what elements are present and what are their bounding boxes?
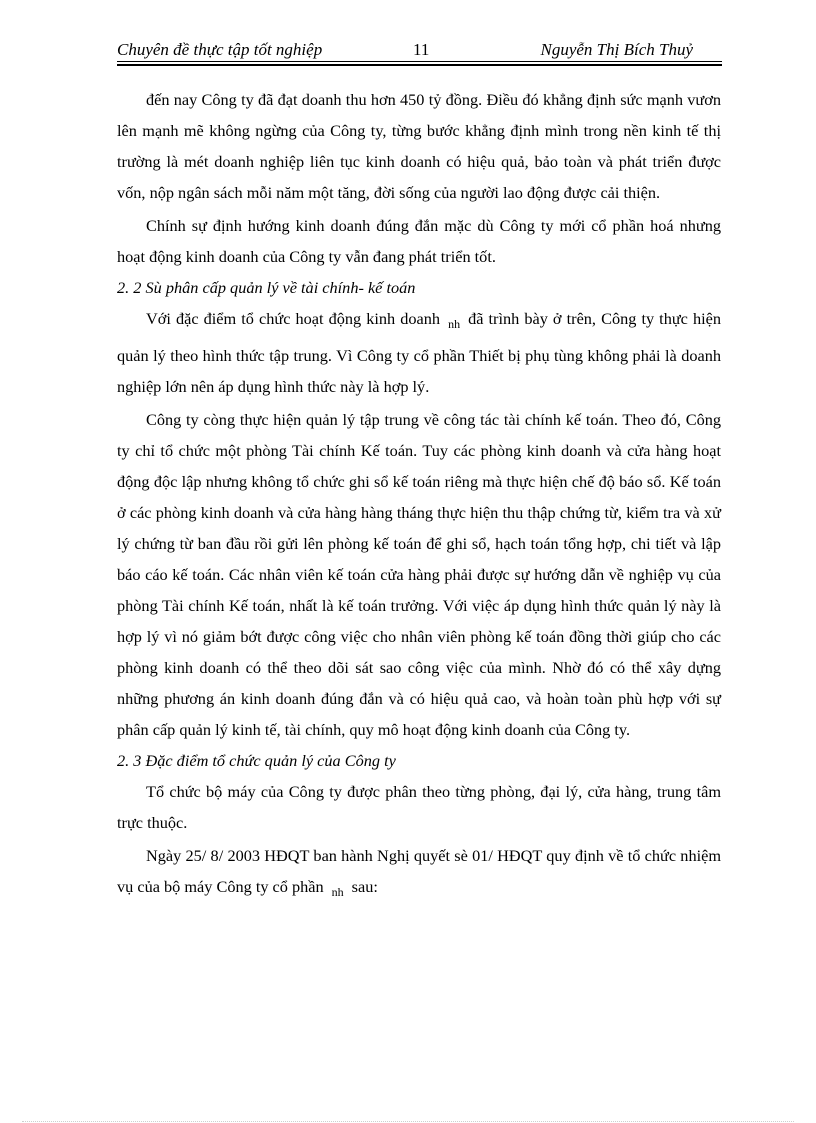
paragraph-revenue: đến nay Công ty đã đạt doanh thu hơn 450 tỷ đồng. Điều đó khẳng định sức mạnh vươn lên mạnh mẽ không ngừng của Công ty, từng bước khẳng định mình trong nền kinh tế thị trường là mét doanh nghiệp liên tục kinh doanh có hiệu quả, bảo toàn và phát triển được vốn, nộp ngân sách mỗi năm một tăng, đời sống của người lao động được cải thiện. [117,90,721,202]
header-rule-thick [117,64,722,66]
paragraph-management-form [117,303,721,402]
page-bottom-border [22,1121,794,1122]
header-rule-thin [117,61,722,62]
page-number: 11 [413,40,430,59]
subscript-text: nh [448,317,461,331]
page-header [117,40,721,62]
paragraph-text: đã trình bày ở trên, Công ty thực hiện quản lý theo hình thức tập trung. Vì Công ty cổ phần Thiết bị phụ tùng không phải là doanh nghiệp lớn nên áp dụng hình thức này là hợp lý. [117,309,722,396]
subscript-text: nh [331,885,344,899]
header-title: Chuyên đề thực tập tốt nghiệp [117,40,323,59]
paragraph-text: Ngày 25/ 8/ 2003 HĐQT ban hành Nghị quyết sè 01/ HĐQT quy định về tổ chức nhiệm vụ của bộ máy Công ty cổ phần [117,846,721,896]
paragraph-accounting: Công ty còng thực hiện quản lý tập trung về công tác tài chính kế toán. Theo đó, Công ty chỉ tổ chức một phòng Tài chính Kế toán. Tuy các phòng kinh doanh và cửa hàng hoạt động độc lập nhưng không tổ chức ghi sổ kế toán riêng mà thực hiện chế độ báo sổ. Kế toán ở các phòng kinh doanh và cửa hàng hàng tháng thực hiện thu thập chứng từ, kiểm tra và xử lý chứng từ ban đầu rồi gửi lên phòng kế toán để ghi sổ, hạch toán tổng hợp, chi tiết và lập báo cáo kế toán. Các nhân viên kế toán cửa hàng phải được sự hướng dẫn về nghiệp vụ của phòng Tài chính Kế toán, nhất là kế toán trưởng. Với việc áp dụng hình thức quản lý này là hợp lý vì nó giảm bớt được công việc cho nhân viên phòng kế toán đồng thời giúp cho các phòng kinh doanh có thể theo dõi sát sao công việc của mình. Nhờ đó có thể xây dựng những phương án kinh doanh đúng đắn và có hiệu quả cao, và hoàn toàn phù hợp với sự phân cấp quản lý kinh tế, tài chính, quy mô hoạt động kinh doanh của Công ty. [117,410,721,739]
paragraph-resolution [117,840,721,908]
document-body [117,84,721,908]
paragraph-text: Với đặc điểm tổ chức hoạt động kinh doanh [146,309,441,328]
section-heading-2-2: 2. 2 Sù phân cấp quản lý về tài chính- kế toán [117,278,416,297]
paragraph-text: sau: [351,877,378,896]
paragraph-organization: Tổ chức bộ máy của Công ty được phân theo từng phòng, đại lý, cửa hàng, trung tâm trực thuộc. [117,782,721,832]
header-author: Nguyễn Thị Bích Thuỷ [540,40,693,59]
section-heading-2-3: 2. 3 Đặc điểm tổ chức quản lý của Công ty [117,751,396,770]
paragraph-orientation: Chính sự định hướng kinh doanh đúng đắn mặc dù Công ty mới cổ phần hoá nhưng hoạt động kinh doanh của Công ty vẫn đang phát triển tốt. [117,216,721,266]
